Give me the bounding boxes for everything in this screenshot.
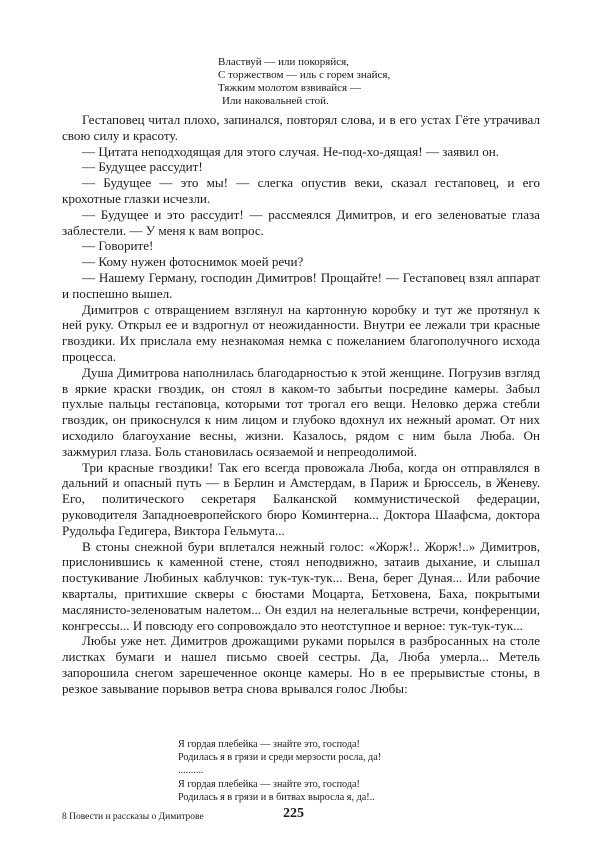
paragraph: Душа Димитрова наполнилась благодарностью к этой женщине. Погрузив взгляд в яркие краски гвоздик, он стоял в каком-то забытьи посредине камеры. Забыл пухлые пальцы гестаповца, которыми тот трогал его вещи. Неловко держа стебли гвоздик, он прикоснулся к ним лицом и глубоко вдохнул их нежный аромат. От них исходило благоухание весны, жизни. Казалось, рядом с ним была Люба. Он зажмурил глаза. Боль становилась осязаемой и непреодолимой.	[62, 364, 540, 459]
epigraph-line: Или наковальней стой.	[222, 95, 329, 107]
paragraph: В стоны снежной бури вплетался нежный голос: «Жорж!.. Жорж!..» Димитров, прислонившись к каменной стене, стоял неподвижно, затаив дыхание, и слышал постукивание Любиных каблучков: тук-тук-тук... Вена, берег Дуная... Или рабочие кварталы, притихшие скверы с бюстами Моцарта, Бетховена, Баха, покрытыми маслянисто-зеленоватым налетом... Он ездил на нелегальные встречи, конференции, конгрессы... И повсюду его сопровождало это неотступное и верное: тук-тук-тук...	[62, 538, 540, 633]
verse-line: Я гордая плебейка — знайте это, господа!	[178, 739, 360, 750]
epigraph-line: С торжеством — иль с горем знайся,	[218, 69, 391, 81]
song-verse	[178, 738, 498, 804]
body-text	[62, 112, 540, 696]
paragraph: — Кому нужен фотоснимок моей речи?	[82, 254, 304, 270]
verse-line: Я гордая плебейка — знайте это, господа!	[178, 778, 360, 790]
signature-note: 8 Повести и рассказы о Димитрове	[62, 812, 204, 822]
epigraph-line: Властвуй — или покоряйся,	[218, 56, 349, 68]
paragraph: — Цитата неподходящая для этого случая. Не-под-хо-дящая! — заявил он.	[82, 143, 500, 159]
verse-line: Родилась я в грязи и среди мерзости росла, да!	[178, 752, 382, 764]
paragraph: — Говорите!	[82, 238, 154, 254]
paragraph: Гестаповец читал плохо, запинался, повторял слова, и в его устах Гёте утрачивал свою силу и красоту.	[62, 112, 540, 143]
epigraph	[218, 56, 518, 108]
paragraph: Любы уже нет. Димитров дрожащими руками порылся в разбросанных на столе листках бумаги и нашел письмо своей сестры. Да, Люба умерла... Метель запорошила снегом зарешеченное оконце камеры. Но в ее прерывистые стоны, в резкое завывание порывов ветра снова врывался голос Любы:	[62, 633, 540, 696]
paragraph: Димитров с отвращением взглянул на картонную коробку и тут же протянул к ней руку. Открыл ее и вздрогнул от неожиданности. Внутри ее лежали три красные гвоздики. Их прислала ему незнакомая немка с пожеланием благополучного исхода процесса.	[62, 301, 540, 364]
paragraph: — Будущее — это мы! — слегка опустив веки, сказал гестаповец, и его крохотные глазки исчезли.	[62, 175, 540, 206]
epigraph-line: Тяжким молотом взвивайся —	[218, 82, 361, 94]
paragraph: — Будущее рассудит!	[82, 159, 203, 175]
paragraph: Три красные гвоздики! Так его всегда провожала Люба, когда он отправлялся в дальний и опасный путь — в Берлин и Амстердам, в Париж и Брюссель, в Женеву. Его, политического секретаря Балканской коммунистической федерации, руководителя Западноевропейского бюро Коминтерна... Доктора Шаафсма, доктора Рудольфа Гедигера, Виктора Гельмута...	[62, 459, 540, 538]
verse-line: Родилась я в грязи и в битвах выросла я, да!..	[178, 791, 375, 803]
verse-ellipsis: ..........	[178, 765, 204, 777]
paragraph: — Будущее и это рассудит! — рассмеялся Димитров, и его зеленоватые глаза заблестели. — У меня к вам вопрос.	[62, 206, 540, 238]
page-number: 225	[283, 806, 304, 821]
paragraph: — Нашему Герману, господин Димитров! Прощайте! — Гестаповец взял аппарат и поспешно вышел.	[62, 269, 540, 301]
